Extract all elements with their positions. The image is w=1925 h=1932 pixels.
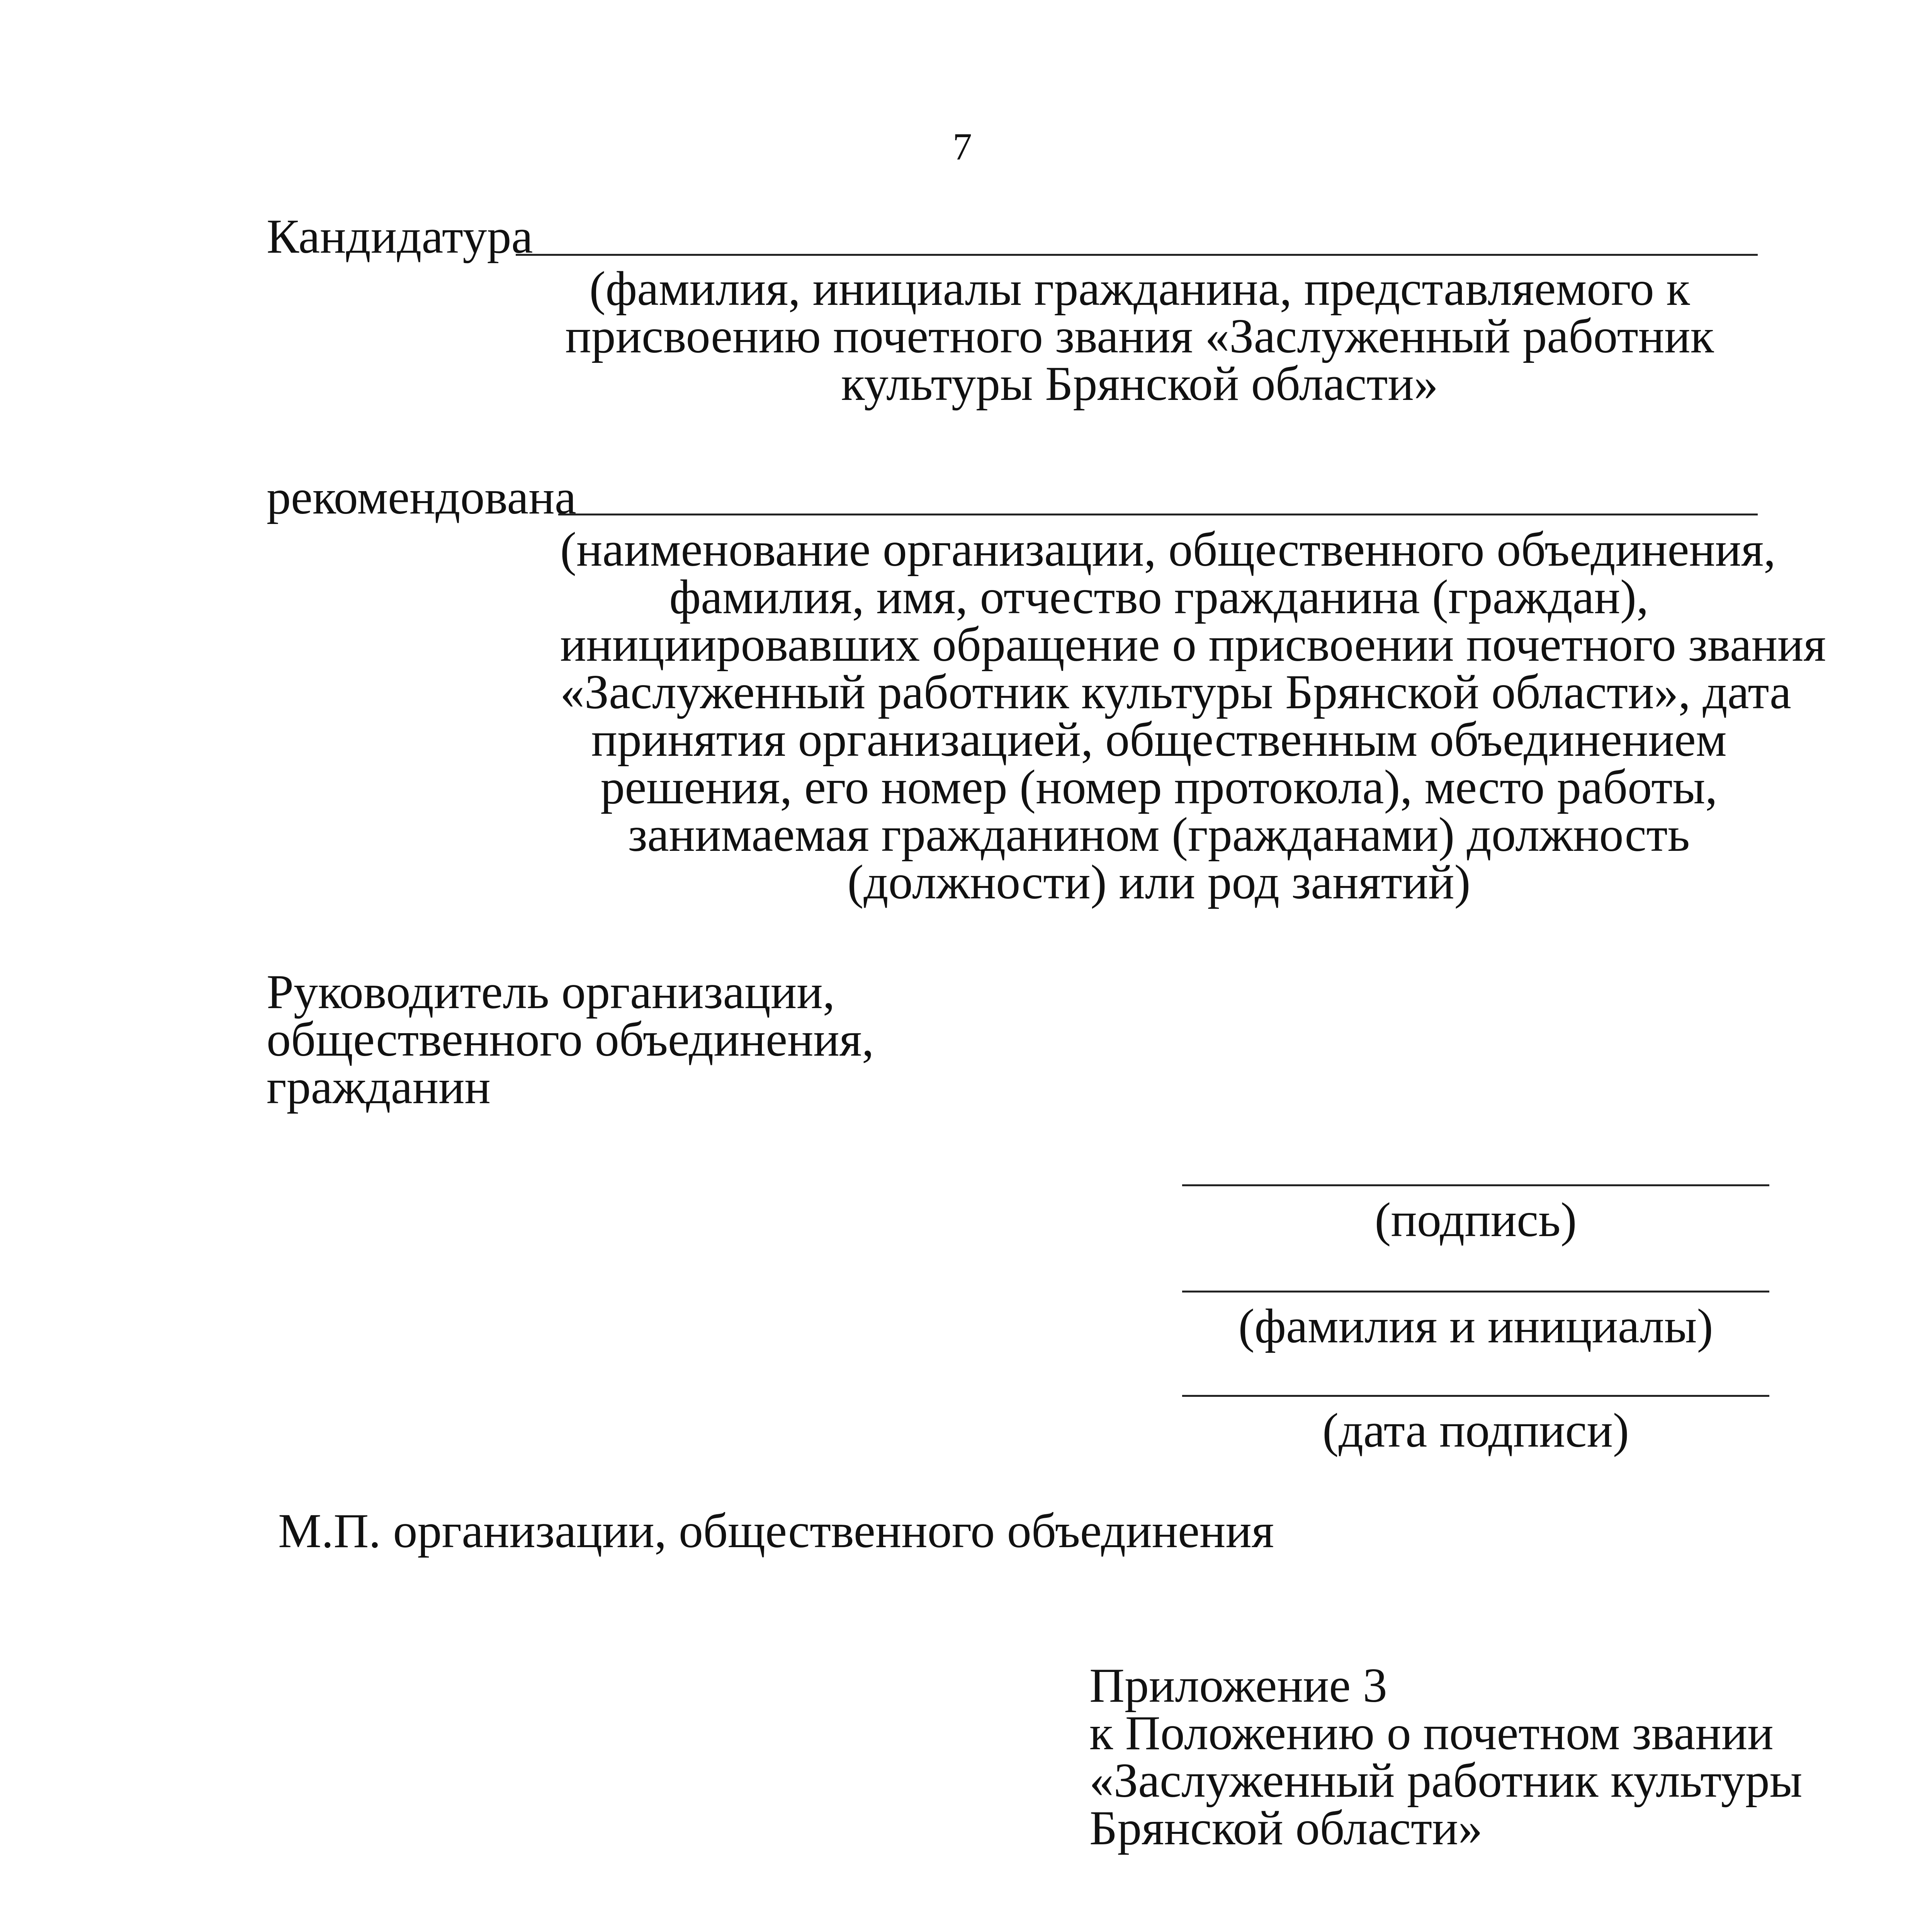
seal-note: М.П. организации, общественного объединения [278,1504,1274,1558]
head-line-3: гражданин [267,1060,491,1114]
appendix-line-1: Приложение 3 [1089,1659,1387,1713]
appendix-line-2: к Положению о почетном звании [1089,1706,1774,1760]
recommended-hint-1: (наименование организации, общественного объединения, [560,523,1776,577]
date-caption: (дата подписи) [1322,1404,1629,1458]
candidacy-line[interactable] [516,254,1758,256]
head-line-2: общественного объединения, [267,1013,874,1066]
recommended-hint-6: решения, его номер (номер протокола), место работы, [600,760,1718,814]
candidacy-hint-1: (фамилия, инициалы гражданина, представляемого к [589,262,1690,316]
recommended-hint-4: «Заслуженный работник культуры Брянской области», дата [560,665,1791,719]
appendix-line-4: Брянской области» [1089,1801,1483,1855]
recommended-hint-2: фамилия, имя, отчество гражданина (граждан), [669,570,1649,624]
fullname-line[interactable] [1182,1291,1769,1293]
page-number: 7 [953,125,972,168]
signature-line[interactable] [1182,1184,1769,1186]
signature-caption: (подпись) [1375,1193,1577,1247]
recommended-hint-8: (должности) или род занятий) [847,855,1471,909]
candidacy-label: Кандидатура [267,210,533,264]
recommended-hint-5: принятия организацией, общественным объединением [591,713,1727,767]
recommended-line[interactable] [558,514,1758,515]
recommended-hint-7: занимаемая гражданином (гражданами) должность [628,808,1690,862]
head-line-1: Руководитель организации, [267,965,835,1019]
date-line[interactable] [1182,1395,1769,1397]
appendix-line-3: «Заслуженный работник культуры [1089,1754,1803,1808]
candidacy-hint-3: культуры Брянской области» [841,357,1438,411]
recommended-label: рекомендована [267,471,576,524]
candidacy-hint-2: присвоению почетного звания «Заслуженный работник [565,310,1714,363]
recommended-hint-3: инициировавших обращение о присвоении почетного звания [560,618,1826,672]
fullname-caption: (фамилия и инициалы) [1238,1299,1713,1353]
